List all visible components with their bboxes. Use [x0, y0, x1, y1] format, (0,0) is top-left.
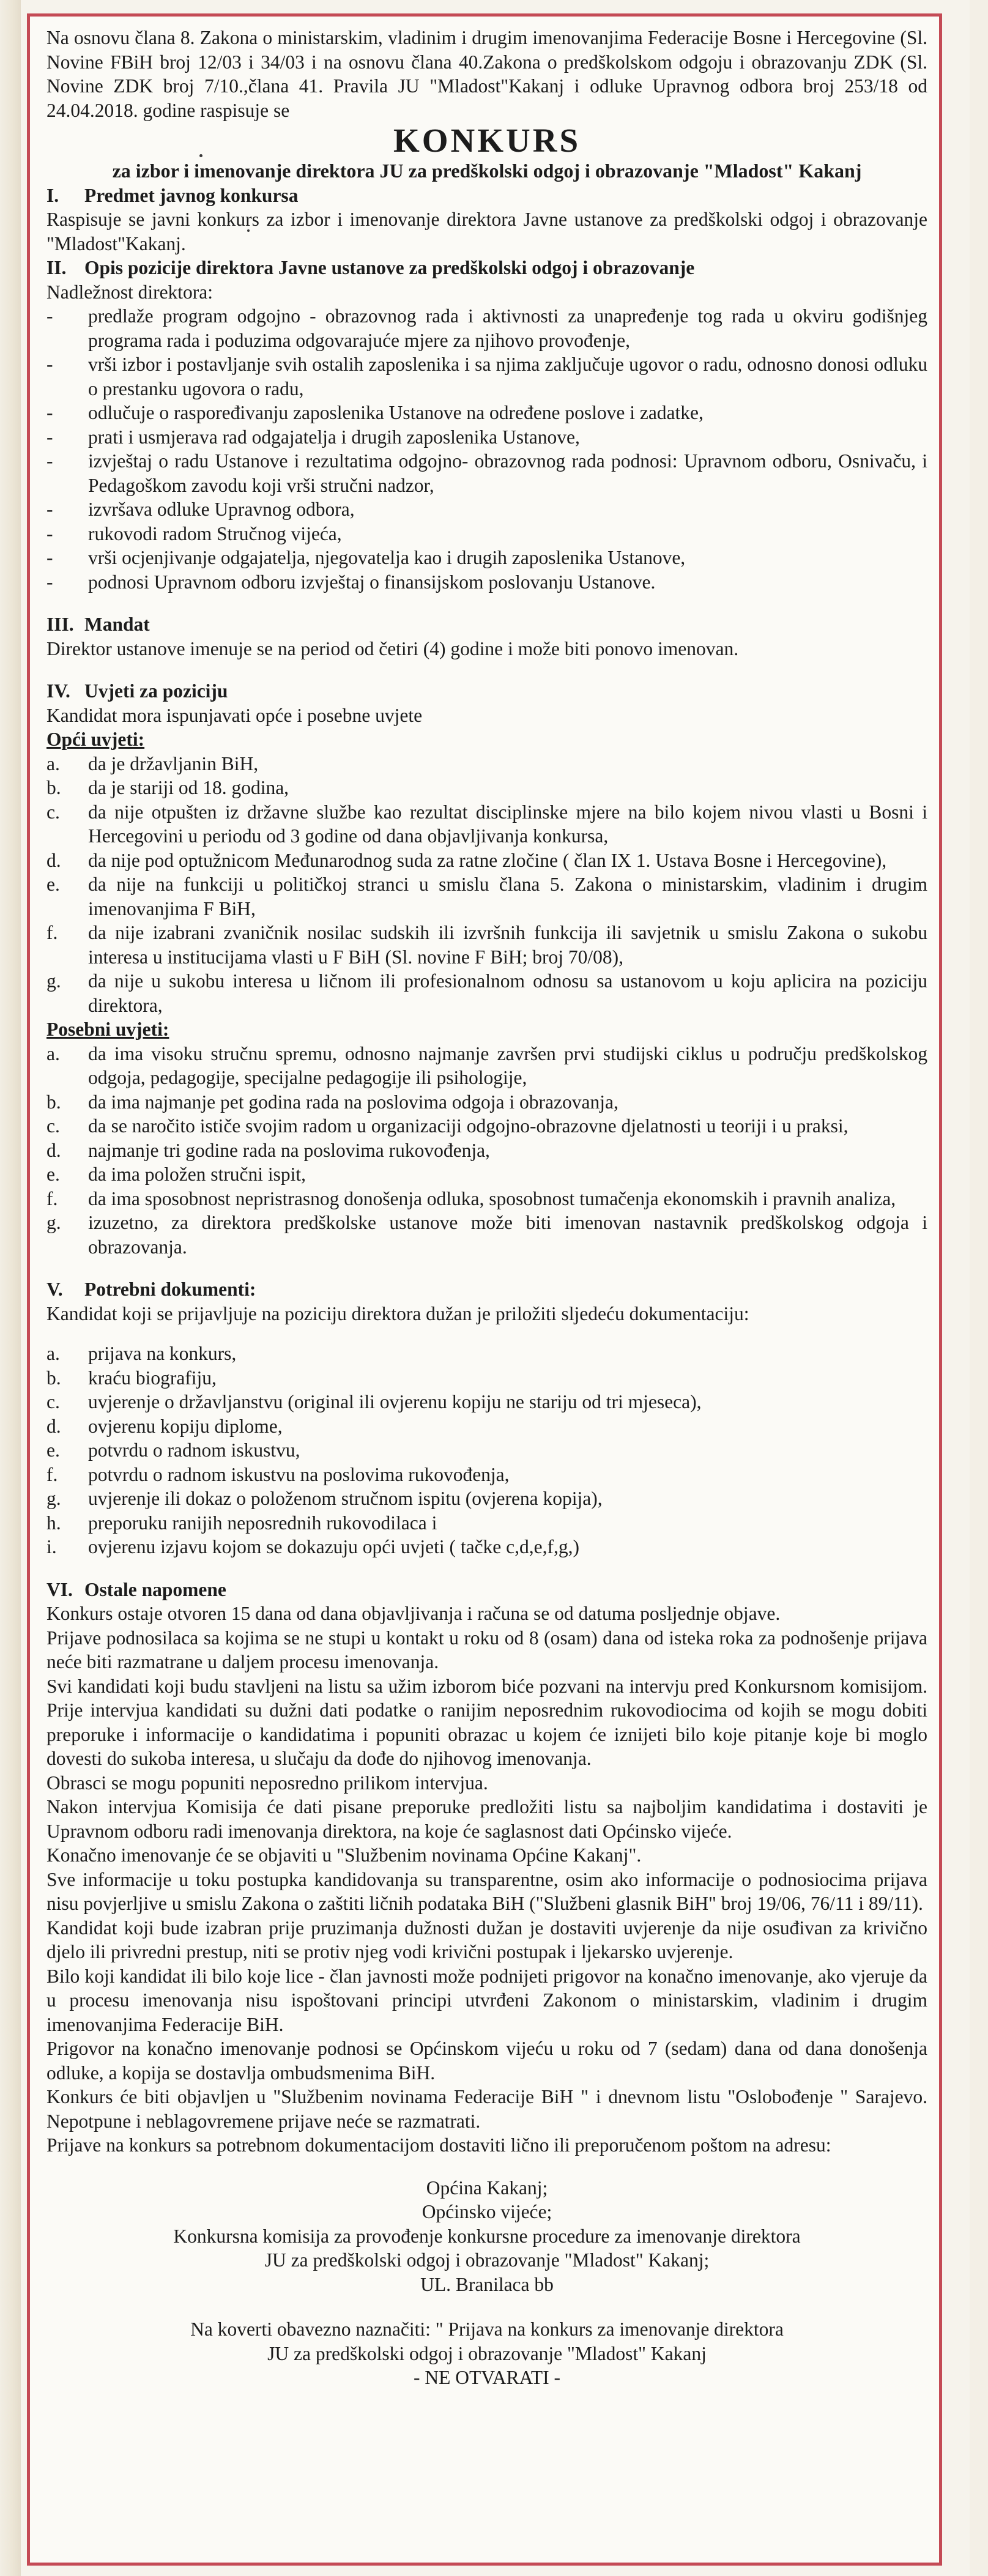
envelope-note-line: Na koverti obavezno naznačiti: " Prijava na konkurs za imenovanje direktora	[190, 2318, 784, 2340]
item-text: da nije izabrani zvaničnik nosilac sudskih ili izvršnih funkcija ili savjetnik u smislu Zakona o sukobu interesa u institucijama vlasti u F BiH (Sl. novine F BiH; broj 70/08),	[88, 922, 927, 968]
notes-paragraph: Bilo koji kandidat ili bilo koje lice - član javnosti može podnijeti prigovor na konačno imenovanje, ako vjeruje da u procesu imenovanja nisu ispoštovani principi utvrđeni Zakonom o ministarskim, vladinim i drugim imenovanjima Federacije BiH.	[46, 1965, 927, 2035]
item-letter: e.	[46, 1164, 60, 1185]
list-item	[46, 1414, 927, 1439]
list-item	[46, 1162, 927, 1187]
section-2-heading	[46, 256, 927, 280]
item-text: da nije na funkciji u političkoj stranci u smislu člana 5. Zakona o ministarskim, vladinim i drugim imenovanjima F BiH,	[88, 874, 927, 919]
right-page-margin	[970, 0, 988, 2576]
section-4-number: IV.	[46, 680, 70, 702]
special-conditions-heading: Posebni uvjeti:	[46, 1019, 169, 1040]
item-letter: b.	[46, 1367, 61, 1389]
section-4-intro: Kandidat mora ispunjavati opće i posebne uvjete	[46, 704, 423, 726]
special-conditions-list	[46, 1042, 927, 1260]
item-letter: f.	[46, 922, 58, 943]
announcement-title: KONKURS	[393, 122, 581, 159]
section-6-title: Ostale napomene	[84, 1578, 226, 1600]
item-letter: d.	[46, 849, 61, 871]
list-item: - vrši izbor i postavljanje svih ostalih zaposlenika i sa njima zaključuje ugovor o radu, odnosno donosi odluku o prestanku ugovora o radu,	[46, 352, 927, 401]
item-text: uvjerenje ili dokaz o položenom stručnom ispitu (ovjerena kopija),	[88, 1488, 603, 1509]
notes-paragraph: Prijave na konkurs sa potrebnom dokumentacijom dostaviti lično ili preporučenom poštom na adresu:	[46, 2134, 831, 2156]
item-text: da se naročito ističe svojim radom u organizaciji odgojno-obrazovne djelatnosti u teoriji i u praksi,	[88, 1115, 849, 1137]
list-item	[46, 1042, 927, 1090]
item-letter: a.	[46, 1042, 60, 1064]
item-text: preporuku ranijih neposrednih rukovodilaca i	[88, 1512, 437, 1534]
list-item	[46, 1511, 927, 1535]
list-item: - izvještaj o radu Ustanove i rezultatima odgojno- obrazovnog rada podnosi: Upravnom odboru, Osnivaču, i Pedagoškom zavodu koji vrši stručni nadzor,	[46, 449, 927, 497]
address-line: Konkursna komisija za provođenje konkursne procedure za imenovanje direktora	[173, 2225, 801, 2247]
section-5-heading	[46, 1277, 927, 1302]
list-item	[46, 1138, 927, 1163]
list-item	[46, 872, 927, 921]
section-3-title: Mandat	[84, 614, 150, 635]
notes-paragraph: Konačno imenovanje će se objaviti u "Službenim novinama Općine Kakanj".	[46, 1844, 642, 1866]
notes-paragraph: Sve informacije u toku postupka kandidovanja su transparentne, osim ako informacije o podnosiocima prijava nisu povjerljive u smislu Zakona o zaštiti ličnih podataka BiH ("Službeni glasnik BiH" broj 19/06, 76/11 i 89/11).	[46, 1868, 927, 1914]
envelope-note-line: - NE OTVARATI -	[413, 2367, 561, 2388]
section-3-heading	[46, 612, 927, 637]
item-text: da nije pod optužnicom Međunarodnog suda za ratne zločine ( član IX 1. Ustava Bosne i Hercegovine),	[88, 849, 887, 871]
list-item	[46, 752, 927, 776]
submission-address	[46, 2176, 927, 2297]
section-2-title: Opis pozicije direktora Javne ustanove za predškolski odgoj i obrazovanje	[84, 257, 695, 278]
list-item	[46, 1535, 927, 1559]
notes-paragraph: Kandidat koji bude izabran prije pruzimanja dužnosti dužan je dostaviti uvjerenje da nije osuđivan za krivično djelo ili privredni prestup, niti se protiv njeg vodi krivični postupak i ljekarsko uvjerenje.	[46, 1917, 927, 1962]
list-item	[46, 776, 927, 800]
list-item	[46, 1211, 927, 1259]
section-3-number: III.	[46, 614, 74, 635]
item-text: uvjerenje o državljanstvu (original ili ovjerenu kopiju ne stariju od tri mjeseca),	[88, 1391, 702, 1412]
item-text: ovjerenu izjavu kojom se dokazuju opći uvjeti ( tačke c,d,e,f,g,)	[88, 1536, 579, 1557]
notes-paragraph: Obrasci se mogu popuniti neposredno prilikom intervjua.	[46, 1772, 488, 1794]
list-item: - vrši ocjenjivanje odgajatelja, njegovatelja kao i drugih zaposlenika Ustanove,	[46, 546, 927, 570]
list-item: - podnosi Upravnom odboru izvještaj o finansijskom poslovanju Ustanove.	[46, 570, 927, 595]
item-letter: g.	[46, 1488, 61, 1509]
item-text: kraću biografiju,	[88, 1367, 217, 1389]
section-4-heading	[46, 679, 927, 703]
list-item	[46, 1187, 927, 1211]
list-item	[46, 1342, 927, 1366]
list-item	[46, 1487, 927, 1511]
section-1-text: Raspisuje se javni konkurs za izbor i imenovanje direktora Javne ustanove za predškolski odgoj i obrazovanje "Mladost"Kakanj.	[46, 209, 927, 254]
item-text: da ima položen stručni ispit,	[88, 1164, 306, 1185]
list-item	[46, 969, 927, 1017]
item-letter: d.	[46, 1415, 61, 1437]
item-text: prijava na konkurs,	[88, 1343, 237, 1364]
item-letter: a.	[46, 752, 60, 774]
address-line: JU za predškolski odgoj i obrazovanje "Mladost" Kakanj;	[264, 2249, 710, 2271]
section-5-intro: Kandidat koji se prijavljuje na poziciju direktora dužan je priložiti sljedeću dokumentaciju:	[46, 1302, 749, 1324]
address-line: Općinsko vijeće;	[422, 2201, 552, 2222]
item-text: izuzetno, za direktora predškolske ustanove može biti imenovan nastavnik predškolskog odgoja i obrazovanja.	[88, 1212, 927, 1258]
list-item: - odlučuje o raspoređivanju zaposlenika Ustanove na određene poslove i zadatke,	[46, 401, 927, 425]
general-conditions-heading: Opći uvjeti:	[46, 729, 145, 750]
list-item	[46, 1090, 927, 1115]
item-text: potvrdu o radnom iskustvu,	[88, 1439, 300, 1461]
section-1-number: I.	[46, 184, 59, 206]
notes-paragraph: Konkurs će biti objavljen u "Službenim novinama Federacije BiH " i dnevnom listu "Oslobođenje " Sarajevo. Nepotpune i neblagovremene prijave neće se razmatrati.	[46, 2086, 927, 2132]
item-letter: g.	[46, 970, 61, 992]
notes-paragraph: Prijave podnosilaca sa kojima se ne stupi u kontakt u roku od 8 (osam) dana od isteka roka za podnošenje prijava neće biti razmatrane u daljem procesu imenovanja.	[46, 1627, 927, 1672]
notes-paragraph: Prigovor na konačno imenovanje podnosi se Općinskom vijeću u roku od 7 (sedam) dana od dana donošenja odluke, a kopija se dostavlja ombudsmenima BiH.	[46, 2038, 927, 2084]
list-item	[46, 1390, 927, 1414]
section-1-heading	[46, 184, 927, 208]
address-line: UL. Branilaca bb	[420, 2273, 554, 2295]
item-letter: e.	[46, 874, 60, 895]
announcement-subtitle: za izbor i imenovanje direktora JU za predškolski odgoj i obrazovanje "Mladost" Kakanj	[112, 160, 862, 182]
item-text: ovjerenu kopiju diplome,	[88, 1415, 283, 1437]
item-letter: g.	[46, 1212, 61, 1233]
item-text: potvrdu o radnom iskustvu na poslovima rukovođenja,	[88, 1463, 510, 1485]
notes-paragraph: Konkurs ostaje otvoren 15 dana od dana objavljivanja i računa se od datuma posljednje objave.	[46, 1603, 781, 1624]
item-letter: d.	[46, 1139, 61, 1161]
list-item	[46, 800, 927, 848]
item-letter: c.	[46, 1391, 60, 1412]
notes-paragraph: Nakon intervjua Komisija će dati pisane preporuke predložiti listu sa najboljim kandidatima i dostaviti je Upravnom odboru radi imenovanja direktora, na koje će saglasnost dati Općinsko vijeće.	[46, 1796, 927, 1842]
section-3-text: Direktor ustanove imenuje se na period od četiri (4) godine i može biti ponovo imenovan.	[46, 637, 739, 659]
item-text: da je državljanin BiH,	[88, 752, 259, 774]
list-item: - izvršava odluke Upravnog odbora,	[46, 497, 927, 522]
section-2-number: II.	[46, 257, 67, 278]
intro-paragraph: Na osnovu člana 8. Zakona o ministarskim, vladinim i drugim imenovanjima Federacije Bosne i Hercegovine (Sl. Novine FBiH broj 12/03 i 34/03 i na osnovu člana 40.Zakona o predškolskom odgoju i obrazovanju ZDK (Sl. Novine ZDK broj 7/10.,člana 41. Pravila JU "Mladost"Kakanj i odluke Upravnog odbora broj 253/18 od 24.04.2018. godine raspisuje se	[46, 27, 927, 121]
list-item	[46, 1366, 927, 1390]
notes-paragraph: Svi kandidati koji budu stavljeni na listu sa užim izborom biće pozvani na intervju pred Konkursnom komisijom. Prije intervjua kandidati su dužni dati podatke o ranijim neposrednim rukovodiocima od kojih se mogu dobiti preporuke i informacije o kandidatima i popuniti obrazac u kojem će iznijeti bilo koje pitanje koje bi moglo dovesti do sukoba interesa, u slučaju da dođe do njihovog imenovanja.	[46, 1675, 927, 1769]
list-item	[46, 921, 927, 969]
director-duties-list	[46, 304, 927, 594]
section-6-heading	[46, 1578, 927, 1602]
list-item: - predlaže program odgojno - obrazovnog rada i aktivnosti za unapređenje tog rada u okviru godišnjeg programa rada i poduzima odgovarajuće mjere za njihovo provođenje,	[46, 304, 927, 352]
left-page-margin	[0, 0, 21, 2576]
list-item	[46, 848, 927, 873]
general-conditions-list	[46, 752, 927, 1018]
section-2-intro: Nadležnost direktora:	[46, 281, 214, 303]
section-1-title: Predmet javnog konkursa	[84, 184, 299, 206]
item-letter: b.	[46, 1091, 61, 1113]
item-letter: h.	[46, 1512, 61, 1534]
envelope-note-line: JU za predškolski odgoj i obrazovanje "Mladost" Kakanj	[267, 2342, 707, 2364]
item-text: da nije u sukobu interesa u ličnom ili profesionalnom odnosu sa ustanovom u koju aplicira na poziciju direktora,	[88, 970, 927, 1016]
item-letter: b.	[46, 777, 61, 798]
item-text: da ima visoku stručnu spremu, odnosno najmanje završen prvi studijski ciklus u području predškolskog odgoja, pedagogije, specijalne pedagogije ili psihologije,	[88, 1042, 927, 1088]
address-line: Općina Kakanj;	[426, 2177, 548, 2199]
item-text: da ima najmanje pet godina rada na poslovima odgoja i obrazovanja,	[88, 1091, 618, 1113]
item-letter: e.	[46, 1439, 60, 1461]
item-text: najmanje tri godine rada na poslovima rukovođenja,	[88, 1139, 490, 1161]
list-item	[46, 1438, 927, 1463]
item-letter: a.	[46, 1343, 60, 1364]
item-text: da ima sposobnost nepristrasnog donošenja odluka, sposobnost tumačenja ekonomskih i pravnih analiza,	[88, 1187, 896, 1209]
list-item	[46, 1114, 927, 1138]
section-6-number: VI.	[46, 1578, 73, 1600]
item-letter: c.	[46, 801, 60, 823]
item-letter: f.	[46, 1463, 58, 1485]
item-text: da je stariji od 18. godina,	[88, 777, 289, 798]
announcement	[46, 26, 927, 2390]
section-5-number: V.	[46, 1279, 63, 1300]
list-item: - prati i usmjerava rad odgajatelja i drugih zaposlenika Ustanove,	[46, 425, 927, 450]
envelope-note	[46, 2317, 927, 2390]
item-letter: c.	[46, 1115, 60, 1137]
item-letter: i.	[46, 1536, 57, 1557]
list-item	[46, 1463, 927, 1487]
required-documents-list	[46, 1342, 927, 1559]
section-4-title: Uvjeti za poziciju	[84, 680, 228, 702]
list-item: - rukovodi radom Stručnog vijeća,	[46, 522, 927, 546]
item-letter: f.	[46, 1187, 58, 1209]
section-5-title: Potrebni dokumenti:	[84, 1279, 256, 1300]
item-text: da nije otpušten iz državne službe kao rezultat disciplinske mjere na bilo kojem nivou vlasti u Bosni i Hercegovini u periodu od 3 godine od dana objavljivanja konkursa,	[88, 801, 927, 847]
